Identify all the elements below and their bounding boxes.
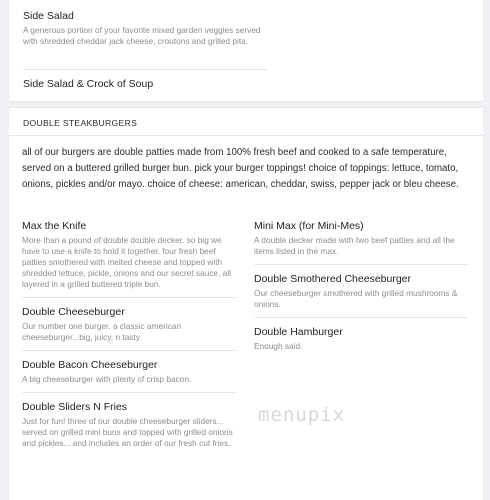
- menu-item-double-sliders-n-fries[interactable]: [22, 401, 236, 456]
- menu-item-description: Just for fun! three of our double cheeseburger sliders... served on grilled mini buns and topped with grilled onions and pickles... and includes an order of our fresh cut fries.: [22, 416, 233, 448]
- item-divider: [254, 317, 468, 318]
- item-divider: [254, 264, 468, 265]
- menu-item-name: Double Sliders N Fries: [22, 401, 128, 413]
- menu-item-name: Side Salad & Crock of Soup: [23, 78, 154, 90]
- section-divider: [9, 135, 483, 136]
- menu-item-double-cheeseburger[interactable]: [22, 306, 236, 350]
- menu-item-description: More than a pound of double double decker. so big we have to use a knife to hold it together. four fresh beef patties smothered with melted cheese and topped with shredded lettuce, pickle, onions and our secret sauce, all layered in a grilled buttered triple bun.: [22, 235, 231, 289]
- menupix-watermark: menupix: [258, 404, 346, 426]
- menu-item-description: Our number one burger. a classic american cheeseburger...big, juicy, n tasty.: [22, 321, 182, 342]
- menu-item-description: A big cheeseburger with plenty of crisp bacon.: [22, 374, 192, 384]
- menu-column-right: [254, 220, 468, 359]
- menu-item-name: Double Cheeseburger: [22, 306, 125, 318]
- section-description: all of our burgers are double patties made from 100% fresh beef and cooked to a safe temperature, served on a buttered grilled burger bun. pick your burger toppings! choice of toppings: lettuce, tomato, onions, pickles and/or mayo. choice of cheese: american, cheddar, swiss, pepper jack or bleu cheese.: [22, 147, 459, 190]
- menu-item-double-smothered-cheeseburger[interactable]: [254, 273, 468, 317]
- menu-item-name: Double Hamburger: [254, 326, 343, 338]
- menu-item-description: Our cheeseburger smothered with grilled mushrooms & onions.: [254, 288, 458, 309]
- menu-item-name: Mini Max (for Mini-Mes): [254, 220, 364, 232]
- menu-item-double-bacon-cheeseburger[interactable]: [22, 359, 236, 392]
- menu-item-side-salad[interactable]: [23, 10, 263, 47]
- menu-item-side-salad-soup[interactable]: [23, 78, 263, 91]
- menu-item-mini-max[interactable]: [254, 220, 468, 264]
- menu-item-name: Double Bacon Cheeseburger: [22, 359, 158, 371]
- previous-section-card: [9, 0, 483, 102]
- menu-item-description: A double decker made with two beef patties and all the items listed in the max.: [254, 235, 455, 256]
- item-divider: [22, 392, 236, 393]
- menu-item-double-hamburger[interactable]: [254, 326, 468, 359]
- menu-item-max-the-knife[interactable]: [22, 220, 236, 297]
- menu-item-name: Side Salad: [23, 10, 74, 22]
- double-steakburgers-section: [9, 107, 483, 500]
- item-divider: [22, 297, 236, 298]
- menu-item-name: Double Smothered Cheeseburger: [254, 273, 412, 285]
- item-divider: [22, 350, 236, 351]
- menu-item-name: Max the Knife: [22, 220, 87, 232]
- item-divider: [23, 69, 269, 70]
- menu-item-description: Enough said.: [254, 341, 303, 351]
- section-title: DOUBLE STEAKBURGERS: [23, 118, 138, 128]
- menu-column-left: [22, 220, 236, 456]
- menu-item-description: A generous portion of your favorite mixed garden veggies served with shredded cheddar jack cheese, croutons and grilled pita.: [23, 25, 261, 46]
